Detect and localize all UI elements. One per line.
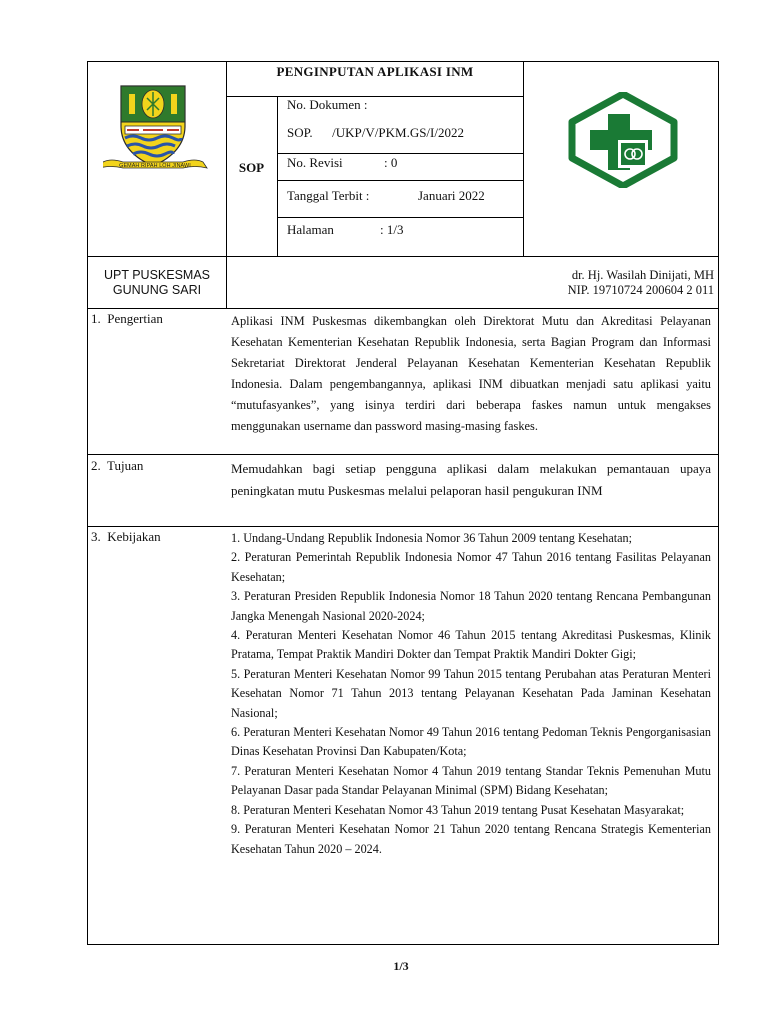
institution-line-1: UPT PUSKESMAS bbox=[103, 268, 211, 282]
kebijakan-item: 5. Peraturan Menteri Kesehatan Nomor 99 Tahun 2015 tentang Perubahan atas Peraturan Menteri Kesehatan Nomor 71 Tahun 2013 tentang Pelayanan Kesehatan Pada Jaminan Kesehatan Nasional; bbox=[231, 666, 711, 720]
kebijakan-item: 6. Peraturan Menteri Kesehatan Nomor 49 Tahun 2016 tentang Pedoman Teknis Pengorganisasian Dinas Kesehatan Provinsi Dan Kabupaten/Kota; bbox=[231, 725, 711, 759]
kebijakan-item: 1. Undang-Undang Republik Indonesia Nomor 36 Tahun 2009 tentang Kesehatan; bbox=[231, 531, 633, 545]
sop-divider bbox=[277, 96, 278, 256]
puskesmas-logo bbox=[568, 92, 678, 188]
pengertian-paragraph: Aplikasi INM Puskesmas dikembangkan oleh Direktorat Mutu dan Akreditasi Pelayanan Kesehatan Kementerian Kesehatan Republik Indonesia, serta Bagian Program dan Informasi Sekretariat Direktorat Jenderal Pelayanan Kesehatan Kementerian Kesehatan Republik Indonesia. Dalam pengembangannya, aplikasi INM dibuatkan menjadi satu aplikasi yaitu “mutufasyankes”, yang isinya terdiri dari beberapa faskes namun untuk mengakses menggunakan username dan password masing-masing faskes. bbox=[231, 314, 711, 433]
signer-nip: NIP. 19710724 200604 2 011 bbox=[567, 283, 714, 297]
tanggal-terbit-value: Januari 2022 bbox=[418, 188, 485, 203]
page-number: 1/3 bbox=[393, 959, 409, 973]
tanggal-terbit-label: Tanggal Terbit : bbox=[287, 188, 370, 203]
table-border-bottom bbox=[87, 944, 719, 945]
section-text-pengertian bbox=[231, 311, 711, 437]
regency-emblem bbox=[103, 82, 219, 178]
emblem-motto: GEMAH RIPAH LOH JINAWI bbox=[119, 163, 191, 169]
no-dokumen-value: SOP. /UKP/V/PKM.GS/I/2022 bbox=[287, 125, 464, 140]
institution-bottom bbox=[87, 308, 719, 309]
institution-name bbox=[88, 268, 226, 298]
section-text-tujuan bbox=[231, 458, 711, 502]
section-label-kebijakan: 3. Kebijakan bbox=[91, 529, 161, 544]
table-border-right bbox=[718, 61, 719, 945]
row-sep-3 bbox=[277, 217, 524, 218]
kebijakan-item: 8. Peraturan Menteri Kesehatan Nomor 43 Tahun 2019 tentang Pusat Kesehatan Masyarakat; bbox=[231, 802, 685, 817]
halaman-value: : 1/3 bbox=[380, 222, 404, 237]
document-title: PENGINPUTAN APLIKASI INM bbox=[276, 64, 474, 79]
kebijakan-item: 3. Peraturan Presiden Republik Indonesia Nomor 18 Tahun 2020 tentang Rencana Pembangunan Jangka Menengah Nasional 2020-2024; bbox=[231, 589, 711, 623]
table-border-top bbox=[87, 61, 719, 62]
kebijakan-item: 7. Peraturan Menteri Kesehatan Nomor 4 Tahun 2019 tentang Standar Teknis Pemenuhan Mutu Pelayanan Dasar pada Standar Pelayanan Minimal (SPM) Bidang Kesehatan; bbox=[231, 763, 711, 798]
no-dokumen-label: No. Dokumen : bbox=[287, 97, 368, 112]
no-revisi-label: No. Revisi bbox=[287, 155, 343, 170]
kebijakan-item: 2. Peraturan Pemerintah Republik Indonesia Nomor 47 Tahun 2016 tentang Fasilitas Pelayanan Kesehatan; bbox=[231, 550, 711, 584]
row-sep-1 bbox=[277, 153, 524, 154]
halaman-label: Halaman bbox=[287, 222, 334, 237]
no-revisi-value: : 0 bbox=[384, 155, 398, 170]
table-border-left bbox=[87, 61, 88, 945]
section-sep-1 bbox=[87, 454, 719, 455]
section-sep-2 bbox=[87, 526, 719, 527]
sop-label: SOP bbox=[238, 160, 265, 175]
kebijakan-list bbox=[231, 529, 711, 859]
kebijakan-item: 4. Peraturan Menteri Kesehatan Nomor 46 Tahun 2015 tentang Akreditasi Puskesmas, Klinik Pratama, Tempat Praktik Mandiri Dokter dan Tempat Praktik Mandiri Dokter Gigi; bbox=[231, 628, 711, 662]
signer-block bbox=[528, 268, 714, 298]
signer-name: dr. Hj. Wasilah Dinijati, MH bbox=[571, 268, 714, 282]
header-bottom bbox=[87, 256, 719, 257]
kebijakan-item: 9. Peraturan Menteri Kesehatan Nomor 21 Tahun 2020 tentang Rencana Strategis Kementerian Kesehatan Tahun 2020 – 2024. bbox=[231, 822, 711, 856]
row-sep-2 bbox=[277, 180, 524, 181]
section-label-tujuan: 2. Tujuan bbox=[91, 458, 144, 473]
tujuan-paragraph: Memudahkan bagi setiap pengguna aplikasi dalam melakukan pemantauan upaya peningkatan mutu Puskesmas melalui pelaporan hasil pengukuran INM bbox=[231, 461, 711, 498]
section-label-pengertian: 1. Pengertian bbox=[91, 311, 163, 326]
header-divider-right bbox=[523, 61, 524, 256]
header-divider-left bbox=[226, 61, 227, 309]
institution-line-2: GUNUNG SARI bbox=[112, 283, 202, 297]
puskesmas-cross-icon bbox=[568, 92, 678, 188]
title-underline bbox=[226, 96, 524, 97]
